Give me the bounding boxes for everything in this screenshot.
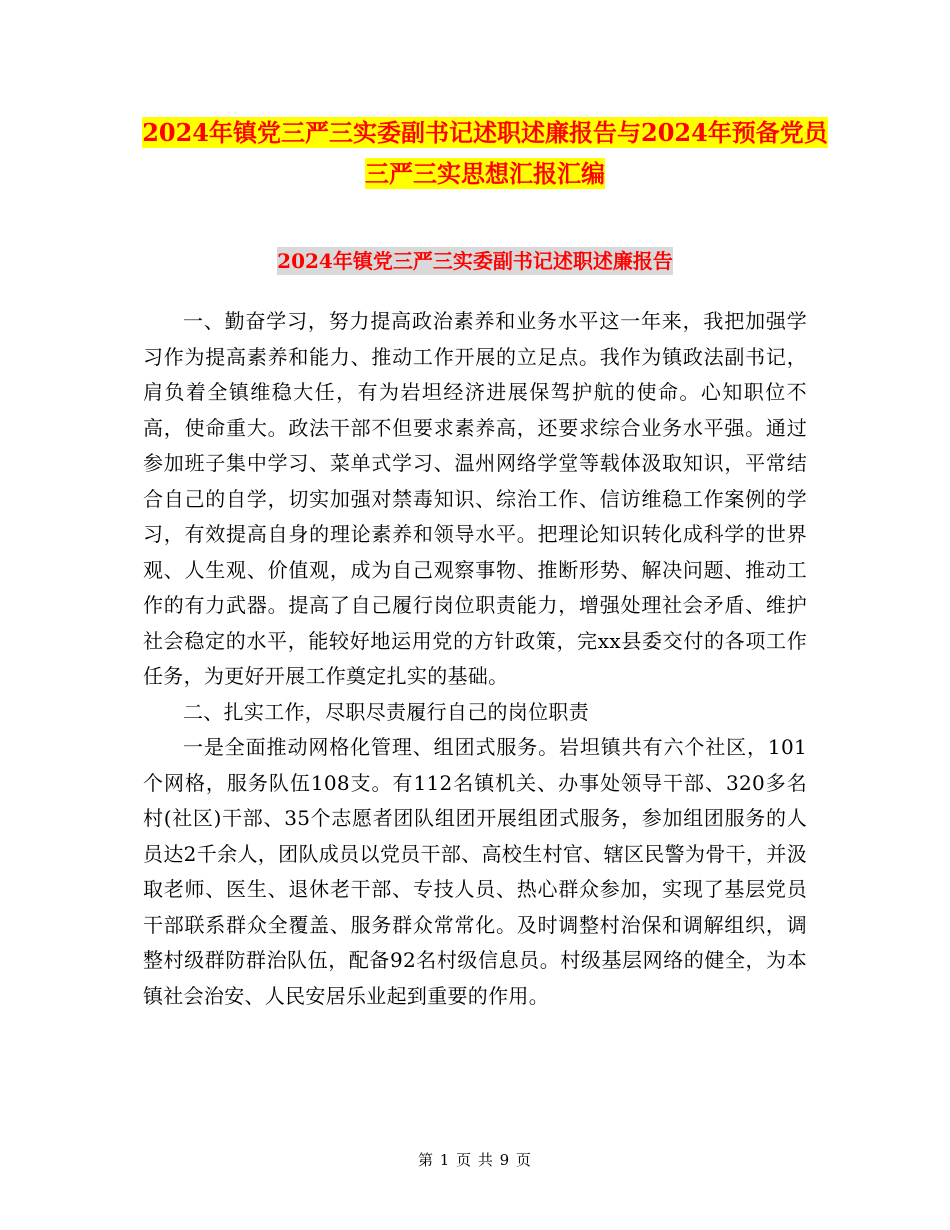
- document-title: [140, 112, 830, 194]
- section-title-text: 2024年镇党三严三实委副书记述职述廉报告: [277, 249, 673, 273]
- document-title-text: 2024年镇党三严三实委副书记述职述廉报告与2024年预备党员三严三实思想汇报汇编: [142, 118, 828, 188]
- paragraph-study: 一、勤奋学习，努力提高政治素养和业务水平这一年来，我把加强学习作为提高素养和能力、推动工作开展的立足点。我作为镇政法副书记，肩负着全镇维稳大任，有为岩坦经济进展保驾护航的使命。心知职位不高，使命重大。政法干部不但要求素养高，还要求综合业务水平强。通过参加班子集中学习、菜单式学习、温州网络学堂等载体汲取知识，平常结合自己的自学，切实加强对禁毒知识、综治工作、信访维稳工作案例的学习，有效提高自身的理论素养和领导水平。把理论知识转化成科学的世界观、人生观、价值观，成为自己观察事物、推断形势、解决问题、推动工作的有力武器。提高了自己履行岗位职责能力，增强处理社会矛盾、维护社会稳定的水平，能较好地运用党的方针政策，完xx县委交付的各项工作任务，为更好开展工作奠定扎实的基础。: [143, 309, 807, 688]
- page-number-footer: 第 1 页 共 9 页: [418, 1151, 532, 1169]
- document-body: [143, 304, 807, 1014]
- paragraph-duty-heading: 二、扎实工作，尽职尽责履行自己的岗位职责: [183, 699, 589, 724]
- section-title: [140, 246, 810, 276]
- paragraph-grid-management: 一是全面推动网格化管理、组团式服务。岩坦镇共有六个社区，101个网格，服务队伍108支。有112名镇机关、办事处领导干部、320多名村(社区)干部、35个志愿者团队组团开展组团式服务，参加组团服务的人员达2千余人，团队成员以党员干部、高校生村官、辖区民警为骨干，并汲取老师、医生、退休老干部、专技人员、热心群众参加，实现了基层党员干部联系群众全覆盖、服务群众常常化。及时调整村治保和调解组织，调整村级群防群治队伍，配备92名村级信息员。村级基层网络的健全，为本镇社会治安、人民安居乐业起到重要的作用。: [143, 735, 807, 1008]
